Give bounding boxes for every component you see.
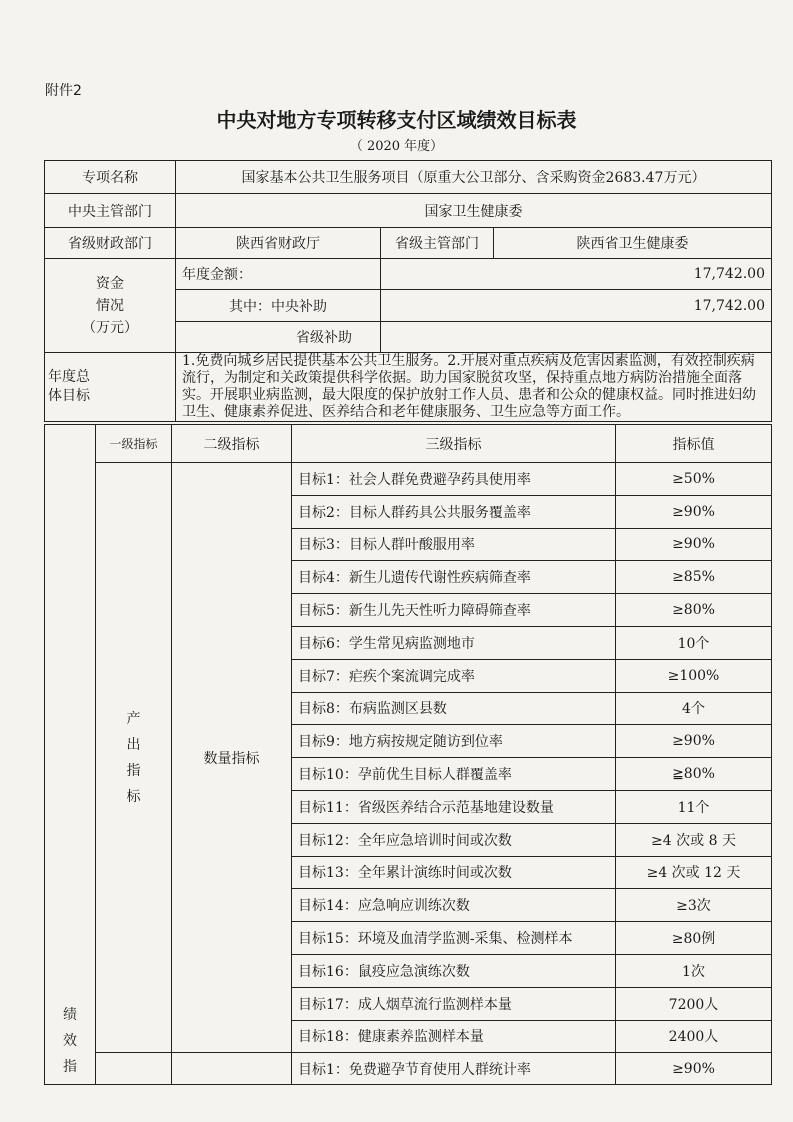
prov-sub-label: 省级补助	[176, 322, 381, 353]
central-sub-value: 17,742.00	[381, 290, 772, 322]
goal-label: 年度总体目标	[48, 369, 90, 404]
goal-row	[45, 353, 772, 422]
attachment-label: 附件2	[45, 83, 82, 99]
indicator-value: ≥90%	[616, 528, 772, 561]
info-table	[44, 160, 772, 422]
year-subtitle: （ 2020 年度）	[349, 139, 444, 154]
funds-label	[45, 259, 176, 353]
indicator-value: ≥100%	[616, 659, 772, 692]
indicator-name: 目标4：新生儿遗传代谢性疾病筛查率	[292, 561, 616, 594]
indicator-name: 目标1：社会人群免费避孕药具使用率	[292, 463, 616, 496]
prov-dept: 陕西省卫生健康委	[494, 228, 772, 259]
header-value: 指标值	[616, 425, 772, 463]
indicator-name: 目标10：孕前优生目标人群覆盖率	[292, 758, 616, 791]
quantity-label: 数量指标	[172, 463, 292, 1053]
indicator-name: 目标6：学生常见病监测地市	[292, 626, 616, 659]
indicator-value: ≥50%	[616, 463, 772, 496]
indicator-header-row	[45, 425, 772, 463]
empty-level2-cell	[172, 1053, 292, 1085]
central-dept: 国家卫生健康委	[176, 194, 772, 228]
prov-finance-label: 省级财政部门	[45, 228, 176, 259]
indicator-value: ≧80%	[616, 758, 772, 791]
table-row	[45, 1053, 772, 1085]
goal-text: 1.免费向城乡居民提供基本公共卫生服务。2.开展对重点疾病及危害因素监测，有效控制疾病流行，为制定和关政策提供科学依据。助力国家脱贫攻坚，保持重点地方病防治措施全面落实。开展职业病监测，最大限度的保护放射工作人员、患者和公众的健康权益。同时推进妇幼卫生、健康素养促进、医养结合和老年健康服务、卫生应急等方面工作。	[176, 353, 772, 422]
indicator-name: 目标1：免费避孕节育使用人群统计率	[292, 1053, 616, 1085]
funds-label-1: 资金	[96, 275, 124, 292]
indicator-value: 11个	[616, 790, 772, 823]
annual-row	[45, 259, 772, 290]
indicator-name: 目标12：全年应急培训时间或次数	[292, 823, 616, 856]
indicator-value: ≥90%	[616, 725, 772, 758]
output-label: 产出指标	[126, 710, 141, 805]
indicator-value: ≥80例	[616, 922, 772, 955]
project-row	[45, 161, 772, 194]
project-name: 国家基本公共卫生服务项目（原重大公卫部分、含采购资金2683.47万元）	[176, 161, 772, 194]
indicator-name: 目标17：成人烟草流行监测样本量	[292, 987, 616, 1020]
header-level3: 三级指标	[292, 425, 616, 463]
indicator-name: 目标2：目标人群药具公共服务覆盖率	[292, 495, 616, 528]
indicator-name: 目标13：全年累计演练时间或次数	[292, 856, 616, 889]
central-dept-label: 中央主管部门	[45, 194, 176, 228]
indicator-value: ≥90%	[616, 1053, 772, 1085]
outer-label: 绩效指	[63, 1007, 77, 1076]
indicator-name: 目标3：目标人群叶酸服用率	[292, 528, 616, 561]
output-label-cell	[96, 463, 172, 1053]
page-title: 中央对地方专项转移支付区域绩效目标表	[216, 108, 577, 132]
central-dept-row	[45, 194, 772, 228]
annual-value: 17,742.00	[381, 259, 772, 290]
indicator-value: 1次	[616, 954, 772, 987]
indicator-value: ≥85%	[616, 561, 772, 594]
central-sub-label: 其中：中央补助	[176, 290, 381, 322]
header-level1: 一级指标	[96, 425, 172, 463]
indicator-name: 目标5：新生儿先天性听力障碍筛查率	[292, 594, 616, 627]
indicator-name: 目标15：环境及血清学监测-采集、检测样本	[292, 922, 616, 955]
indicator-table	[44, 424, 772, 1085]
funds-label-3: （万元）	[82, 319, 138, 336]
annual-label: 年度金额：	[176, 259, 381, 290]
indicator-name: 目标11：省级医养结合示范基地建设数量	[292, 790, 616, 823]
indicator-value: 4个	[616, 692, 772, 725]
indicator-value: ≥3次	[616, 889, 772, 922]
prov-finance: 陕西省财政厅	[176, 228, 381, 259]
indicator-value: ≥4 次或 12 天	[616, 856, 772, 889]
indicator-value: ≥4 次或 8 天	[616, 823, 772, 856]
indicator-value: 2400人	[616, 1020, 772, 1053]
indicator-value: 7200人	[616, 987, 772, 1020]
indicator-name: 目标7：疟疾个案流调完成率	[292, 659, 616, 692]
funds-label-2: 情况	[96, 297, 124, 314]
indicator-value: ≥90%	[616, 495, 772, 528]
indicator-name: 目标18：健康素养监测样本量	[292, 1020, 616, 1053]
prov-sub-value	[381, 322, 772, 353]
outer-level-cell	[45, 425, 96, 1085]
indicator-name: 目标9：地方病按规定随访到位率	[292, 725, 616, 758]
indicator-value: 10个	[616, 626, 772, 659]
empty-level1-cell	[96, 1053, 172, 1085]
prov-dept-row	[45, 228, 772, 259]
indicator-name: 目标16：鼠疫应急演练次数	[292, 954, 616, 987]
header-level2: 二级指标	[172, 425, 292, 463]
indicator-value: ≥80%	[616, 594, 772, 627]
prov-dept-label: 省级主管部门	[381, 228, 494, 259]
project-label: 专项名称	[45, 161, 176, 194]
indicator-name: 目标14：应急响应训练次数	[292, 889, 616, 922]
indicator-name: 目标8：布病监测区县数	[292, 692, 616, 725]
table-row	[45, 463, 772, 496]
